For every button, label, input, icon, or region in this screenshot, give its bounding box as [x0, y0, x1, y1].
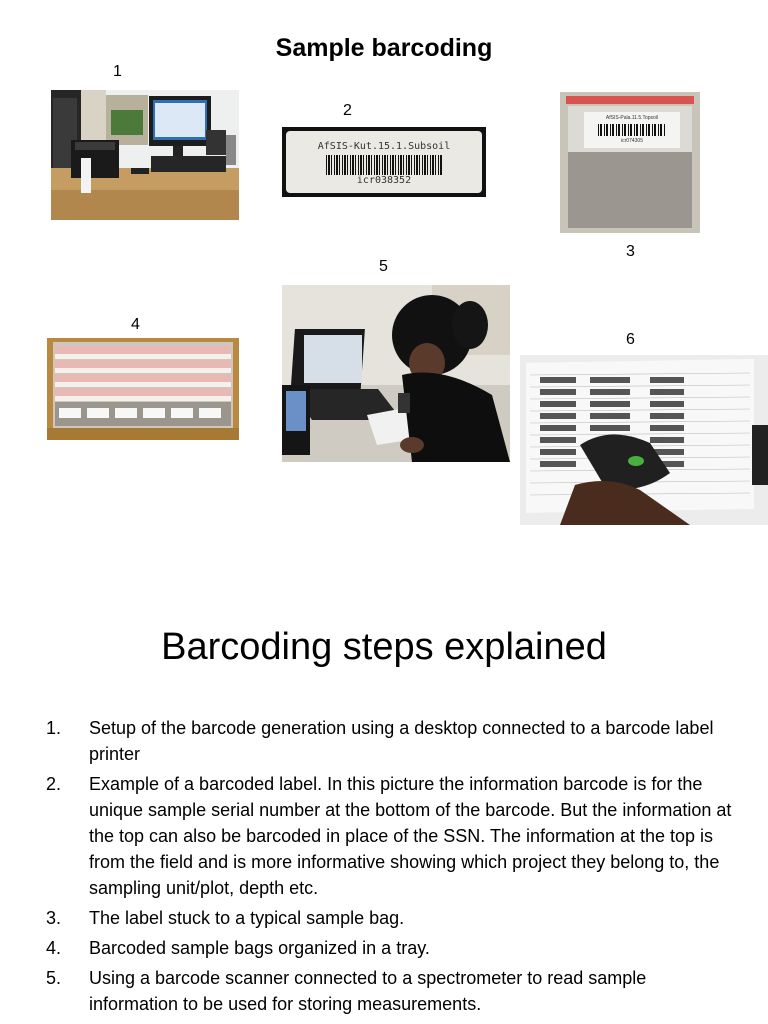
step-text: Setup of the barcode generation using a desktop connected to a barcode label printer [89, 718, 714, 764]
figure-label-1: 1 [113, 63, 122, 80]
step-number: 3. [46, 908, 62, 928]
step-number: 5. [46, 968, 62, 988]
bag-label-serial: icr074305 [621, 138, 643, 144]
step-number: 2. [46, 774, 62, 794]
step-text: Using a barcode scanner connected to a spectrometer to read sample information to be used for storing measurements. [89, 968, 647, 1014]
figure-label-3: 3 [626, 243, 635, 260]
figure-label-6: 6 [626, 331, 635, 348]
photo-desktop-printer [51, 90, 239, 220]
photo-scanning-laptop [282, 285, 510, 462]
list-item [46, 965, 736, 1017]
list-item [46, 935, 736, 961]
page-title: Sample barcoding [275, 34, 493, 62]
step-text: The label stuck to a typical sample bag. [89, 908, 405, 928]
figure-label-5: 5 [379, 258, 388, 275]
section-title: Barcoding steps explained [161, 626, 607, 668]
photo-sample-tray [47, 338, 239, 440]
list-item [46, 715, 736, 767]
barcode-bars [326, 155, 442, 175]
list-item [46, 905, 736, 931]
bag-label-text: AfSIS-Pala.11.5.Topsoil [605, 115, 659, 121]
figure-label-4: 4 [131, 316, 140, 333]
step-text: Example of a barcoded label. In this picture the information barcode is for the unique sample serial number at the bottom of the barcode. But the information at the top can also be barcoded in place of the SSN. The information at the top is from the field and is more informative showing which project they belong to, the sampling unit/plot, depth etc. [89, 774, 732, 898]
figure-label-2: 2 [343, 102, 352, 119]
steps-list [46, 715, 736, 1021]
photo-scanning-sheet [520, 355, 768, 525]
step-number: 1. [46, 718, 62, 738]
photo-sample-bag [560, 92, 700, 233]
list-item [46, 771, 736, 901]
label-top-text: AfSIS-Kut.15.1.Subsoil [317, 141, 451, 152]
photo-barcode-label [282, 127, 486, 197]
step-number: 4. [46, 938, 62, 958]
label-serial-text: icr038352 [356, 175, 412, 186]
step-text: Barcoded sample bags organized in a tray. [89, 938, 430, 958]
